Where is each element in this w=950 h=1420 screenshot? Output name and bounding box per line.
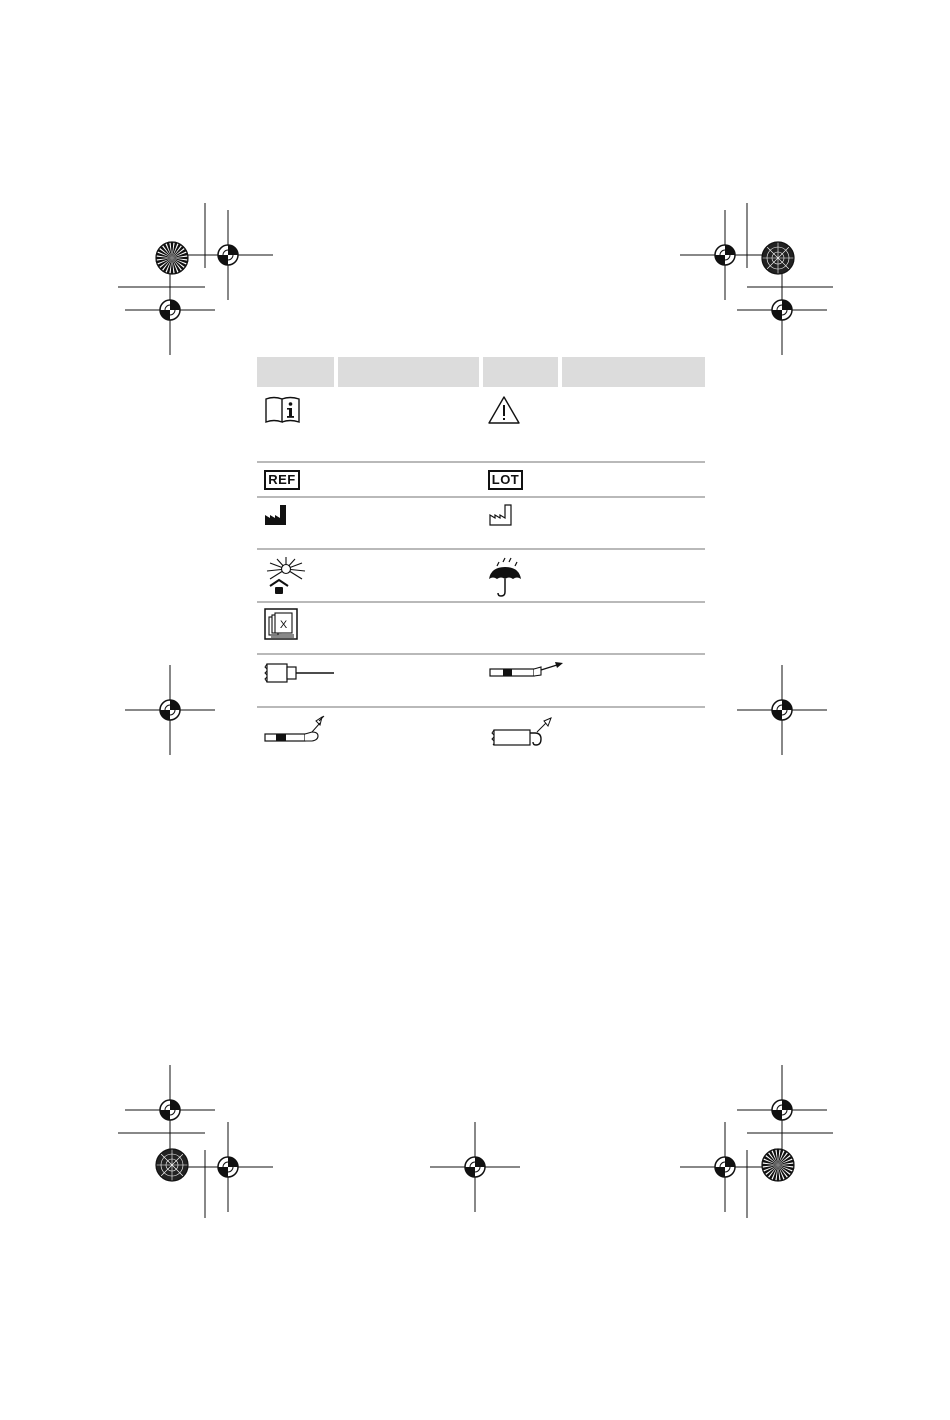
date-of-manufacture-icon (489, 503, 515, 527)
star-target-icon (762, 242, 794, 274)
row-divider (257, 653, 705, 655)
star-target-icon (156, 1149, 188, 1181)
quantity-label: X (279, 619, 288, 631)
row-divider (257, 461, 705, 463)
ref-box-icon (264, 470, 300, 490)
star-target-icon (156, 242, 188, 274)
row-divider (257, 706, 705, 708)
table-header-cell (483, 357, 558, 387)
lot-box-icon (488, 470, 523, 490)
curved-tip-instrument-icon (489, 659, 565, 681)
hook-tip-instrument-icon (491, 716, 557, 748)
table-header-cell (257, 357, 334, 387)
lot-label: LOT (491, 472, 520, 487)
caution-triangle-icon (487, 395, 521, 425)
table-header-cell (562, 357, 705, 387)
manufacturer-icon (264, 503, 290, 527)
package-quantity-icon (264, 608, 298, 640)
instructions-for-use-icon (264, 395, 302, 425)
row-divider (257, 548, 705, 550)
table-header-cell (338, 357, 479, 387)
ref-label: REF (268, 472, 296, 487)
angled-tip-instrument-icon (264, 714, 330, 744)
row-divider (257, 496, 705, 498)
row-divider (257, 601, 705, 603)
straight-tip-instrument-icon (264, 663, 336, 683)
keep-dry-umbrella-icon (487, 556, 525, 598)
star-target-icon (762, 1149, 794, 1181)
keep-away-from-sunlight-icon (264, 556, 308, 596)
